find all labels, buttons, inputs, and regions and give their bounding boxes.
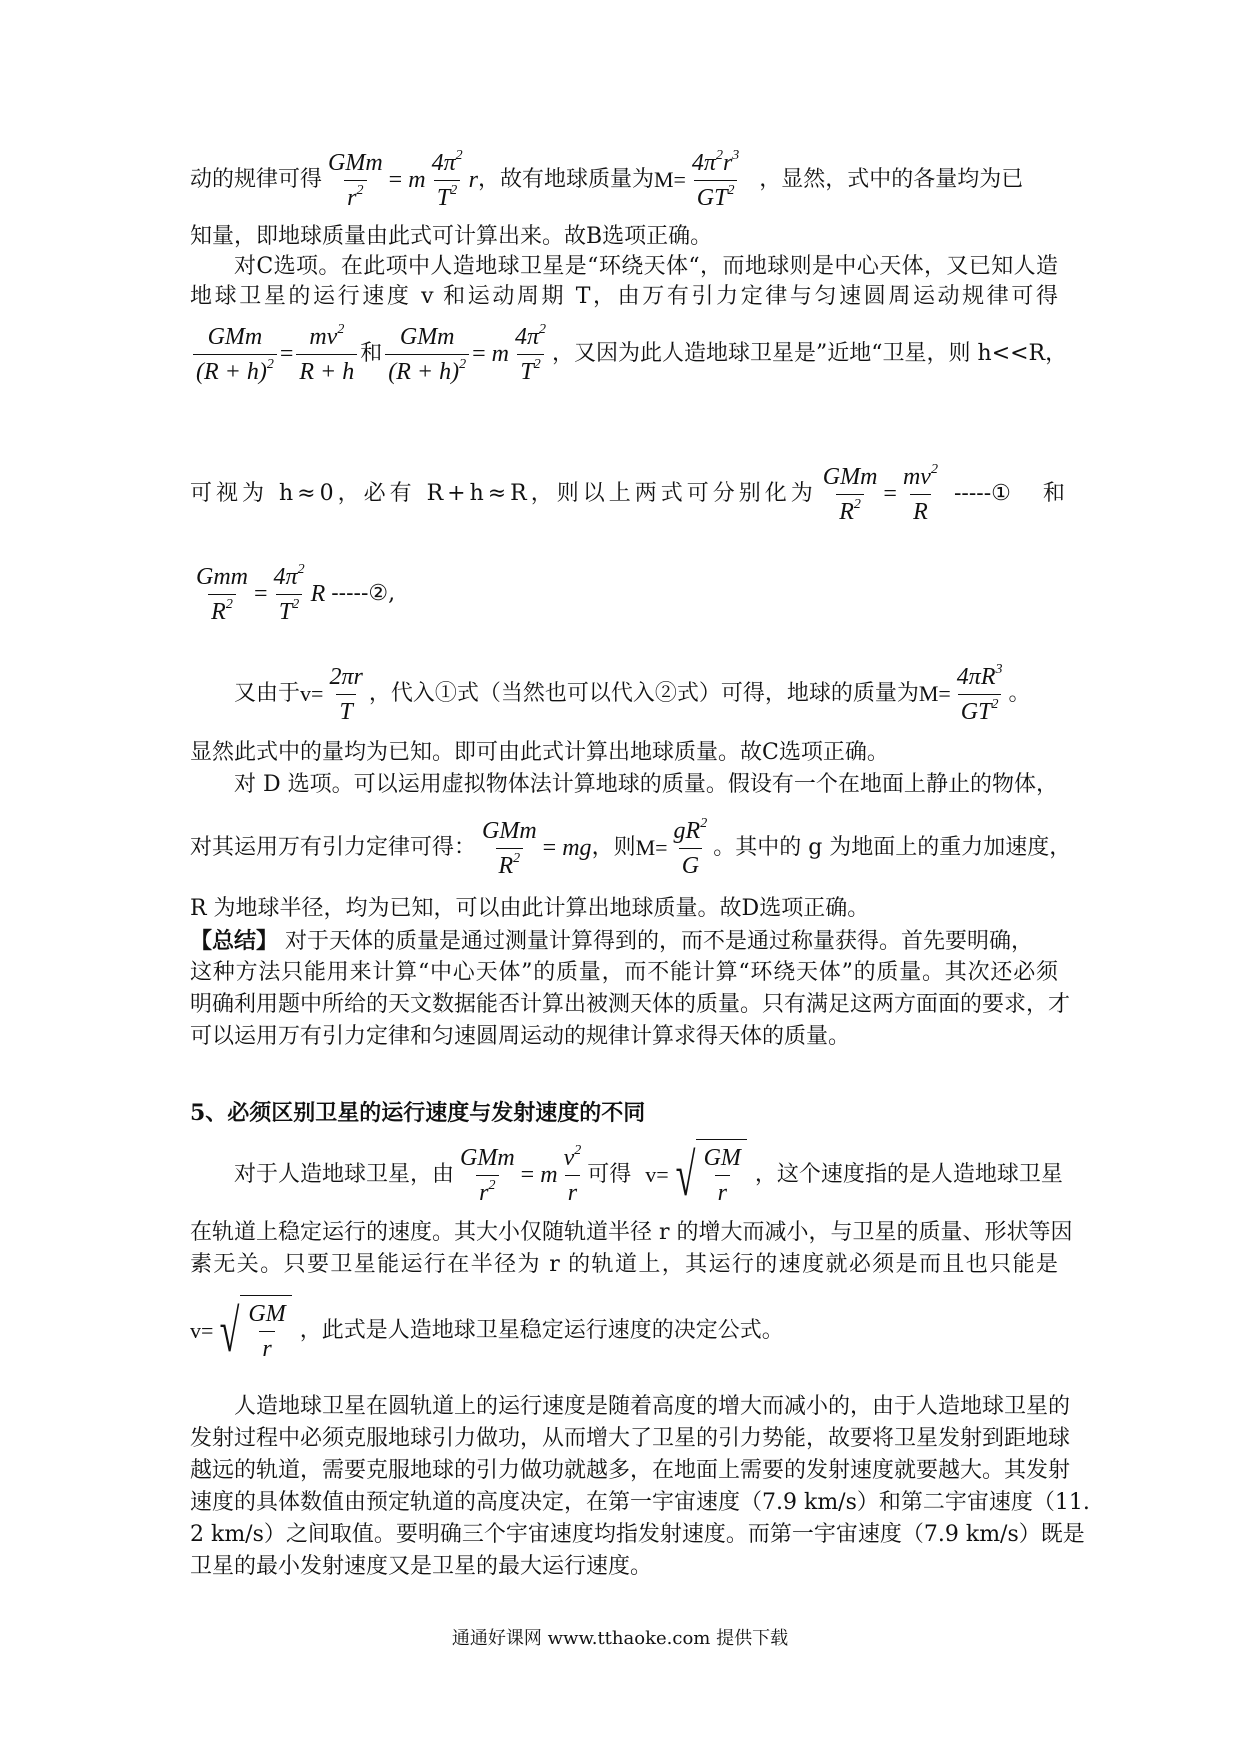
text-fragment: 和 [1042,481,1065,506]
text-line-26: 卫星的最小发射速度又是卫星的最大运行速度。 [190,1554,653,1579]
text-fragment: ，这个速度指的是人造地球卫星 [754,1162,1063,1187]
formula-m-eq: M= [653,167,686,192]
text-line-4: 地球卫星的运行速度 v 和运动周期 T，由万有引力定律与匀速圆周运动规律可得 [190,284,1058,309]
formula-4pi2-over-t2: $\frac{4\pi^2}{T^2}$ [515,321,547,385]
text-fragment: 对于天体的质量是通过测量计算得到的，而不是通过称量获得。首先要明确， [285,929,1034,954]
text-line-10: 对 D 选项。可以运用虚拟物体法计算地球的质量。假设有一个在地面上静止的物体， [234,772,1058,797]
text-fragment: 可得 [587,1162,632,1187]
text-line-21: 人造地球卫星在圆轨道上的运行速度是随着高度的增大而减小的，由于人造地球卫星的 [234,1394,1071,1419]
formula-gmm-over-r2-small: $\frac{\text{Gmm}}{R^2}$ [196,563,248,625]
formula-equals: = m [520,1162,558,1188]
text-fragment: 对于人造地球卫星，由 [234,1162,455,1187]
text-fragment: 可视为 h≈0，必有 R+h≈R，则以上两式可分别化为 [190,481,817,506]
formula-v-eq: v= [190,1318,214,1343]
text-fragment: ，则 [591,835,636,860]
text-fragment: 又由于 [234,681,301,706]
text-fragment: 动的规律可得 [190,167,323,192]
section-heading: 5、必须区别卫星的运行速度与发射速度的不同 [190,1100,646,1126]
text-fragment: 和 [360,341,383,366]
formula-equals: = [883,481,897,507]
summary-label: 【总结】 [190,928,279,954]
text-fragment: ，显然，式中的各量均为已 [759,167,1024,192]
formula-equals-mg: = mg [542,835,592,861]
text-line-11 [190,815,1072,880]
formula-gmm-over-r2: $\frac{\text{GMm}}{r^2}$ [460,1144,515,1206]
text-fragment: ，故有地球质量为 [477,167,654,192]
text-line-14: 这种方法只能用来计算“中心天体”的质量，而不能计算“环绕天体”的质量。其次还必须 [190,960,1058,985]
formula-4pi2-over-t2: $\frac{4\pi^2}{T^2}$ [273,561,305,625]
formula-equals: = [279,341,294,367]
text-line-19: 素无关。只要卫星能运行在半径为 r 的轨道上，其运行的速度就必须是而且也只能是 [190,1252,1058,1277]
formula-gmm-over-rh2: $\frac{\text{GMm}}{(R + h)^2}$ [193,323,277,386]
text-line-2: 知量，即地球质量由此式可计算出来。故B选项正确。 [190,224,713,249]
formula-v2-over-r: $\frac{v^2}{r}$ [563,1142,582,1206]
text-line-9: 显然此式中的量均为已知。即可由此式计算出地球质量。故C选项正确。 [190,740,889,765]
text-line-12: R 为地球半径，均为已知，可以由此计算出地球质量。故D选项正确。 [190,896,870,921]
formula-sqrt-gm-over-r: √ $\frac{GM}{r}$ [669,1139,747,1211]
text-fragment: ，又因为此人造地球卫星是”近地“卫星，则 h<<R， [552,341,1068,366]
formula-gmm-over-r2: $\frac{\text{GMm}}{r^2}$ [328,149,383,211]
text-line-22: 发射过程中必须克服地球引力做功，从而增大了卫星的引力势能，故要将卫星发射到距地球 [190,1426,1071,1451]
formula-m-eq: M= [635,835,668,860]
text-line-13 [190,926,1058,957]
equation-marker-1: -----① [953,481,1011,506]
text-fragment: ，此式是人造地球卫星稳定运行速度的决定公式。 [299,1318,784,1343]
text-line-7 [190,562,1058,626]
text-line-15: 明确利用题中所给的天文数据能否计算出被测天体的质量。只有满足这两方面面的要求，才 [190,992,1071,1017]
text-line-20 [190,1296,1058,1366]
formula-mv2-over-r: $\frac{mv^2}{R}$ [902,461,938,525]
formula-gmm-over-r2-cap: $\frac{\text{GMm}}{R^2}$ [482,817,537,879]
formula-r-cap: R [310,581,326,607]
page-footer: 通通好课网 www.tthaoke.com 提供下载 [451,1628,789,1649]
text-line-18: 在轨道上稳定运行的速度。其大小仅随轨道半径 r 的增大而减小，与卫星的质量、形状等因 [190,1220,1073,1245]
formula-equals: = [254,581,268,607]
formula-equals: = m [388,167,426,193]
formula-gr2-over-g: $\frac{gR^2}{G}$ [673,815,708,879]
equation-marker-2: -----②, [331,581,396,606]
formula-gmm-over-r2-cap: $\frac{\text{GMm}}{R^2}$ [822,463,878,525]
text-line-16: 可以运用万有引力定律和匀速圆周运动的规律计算求得天体的质量。 [190,1024,851,1049]
text-line-3: 对C选项。在此项中人造地球卫星是“环绕天体“，而地球则是中心天体，又已知人造 [234,254,1058,279]
formula-mv2-over-rh: $\frac{mv^2}{R + h}$ [296,323,357,386]
formula-v-eq: v= [300,681,324,706]
text-line-17 [190,1140,1063,1210]
text-fragment: ，代入①式（当然也可以代入②式）可得，地球的质量为 [368,681,919,706]
formula-sqrt-gm-over-r: √ $\frac{GM}{r}$ [213,1295,291,1367]
text-line-8 [190,662,1058,726]
formula-m-eq: M= [918,681,951,706]
formula-2pir-over-t: $\frac{2\pi r}{T}$ [329,663,363,725]
formula-mass-4pi2r3-over-gt2: $\frac{4\pi^2r^3}{GT^2}$ [691,147,740,211]
text-fragment: 。 [1008,681,1031,706]
formula-gmm-over-rh2-b: $\frac{\text{GMm}}{(R + h)^2}$ [385,323,469,386]
text-fragment: 对其运用万有引力定律可得： [190,835,477,860]
text-line-25: 2 km/s）之间取值。要明确三个宇宙速度均指发射速度。而第一宇宙速度（7.9 km/s）既是 [190,1522,1085,1547]
text-line-23: 越远的轨道，需要克服地球的引力做功就越多，在地面上需要的发射速度就要越大。其发射 [190,1458,1071,1483]
formula-equals: = m [472,341,509,367]
text-line-1 [190,147,1058,211]
formula-r: r [468,167,478,193]
formula-4pir3-over-gt2: $\frac{4\pi R^3}{GT^2}$ [956,661,1003,725]
text-fragment: 。其中的 g 为地面上的重力加速度， [713,835,1072,860]
text-line-5 [190,321,1068,386]
formula-v-eq: v= [645,1162,669,1187]
formula-4pi2-over-t2: $\frac{4\pi^2}{T^2}$ [431,147,463,211]
text-line-6 [190,461,1065,526]
text-line-24: 速度的具体数值由预定轨道的高度决定，在第一宇宙速度（7.9 km/s）和第二宇宙速度（11. [190,1490,1090,1515]
